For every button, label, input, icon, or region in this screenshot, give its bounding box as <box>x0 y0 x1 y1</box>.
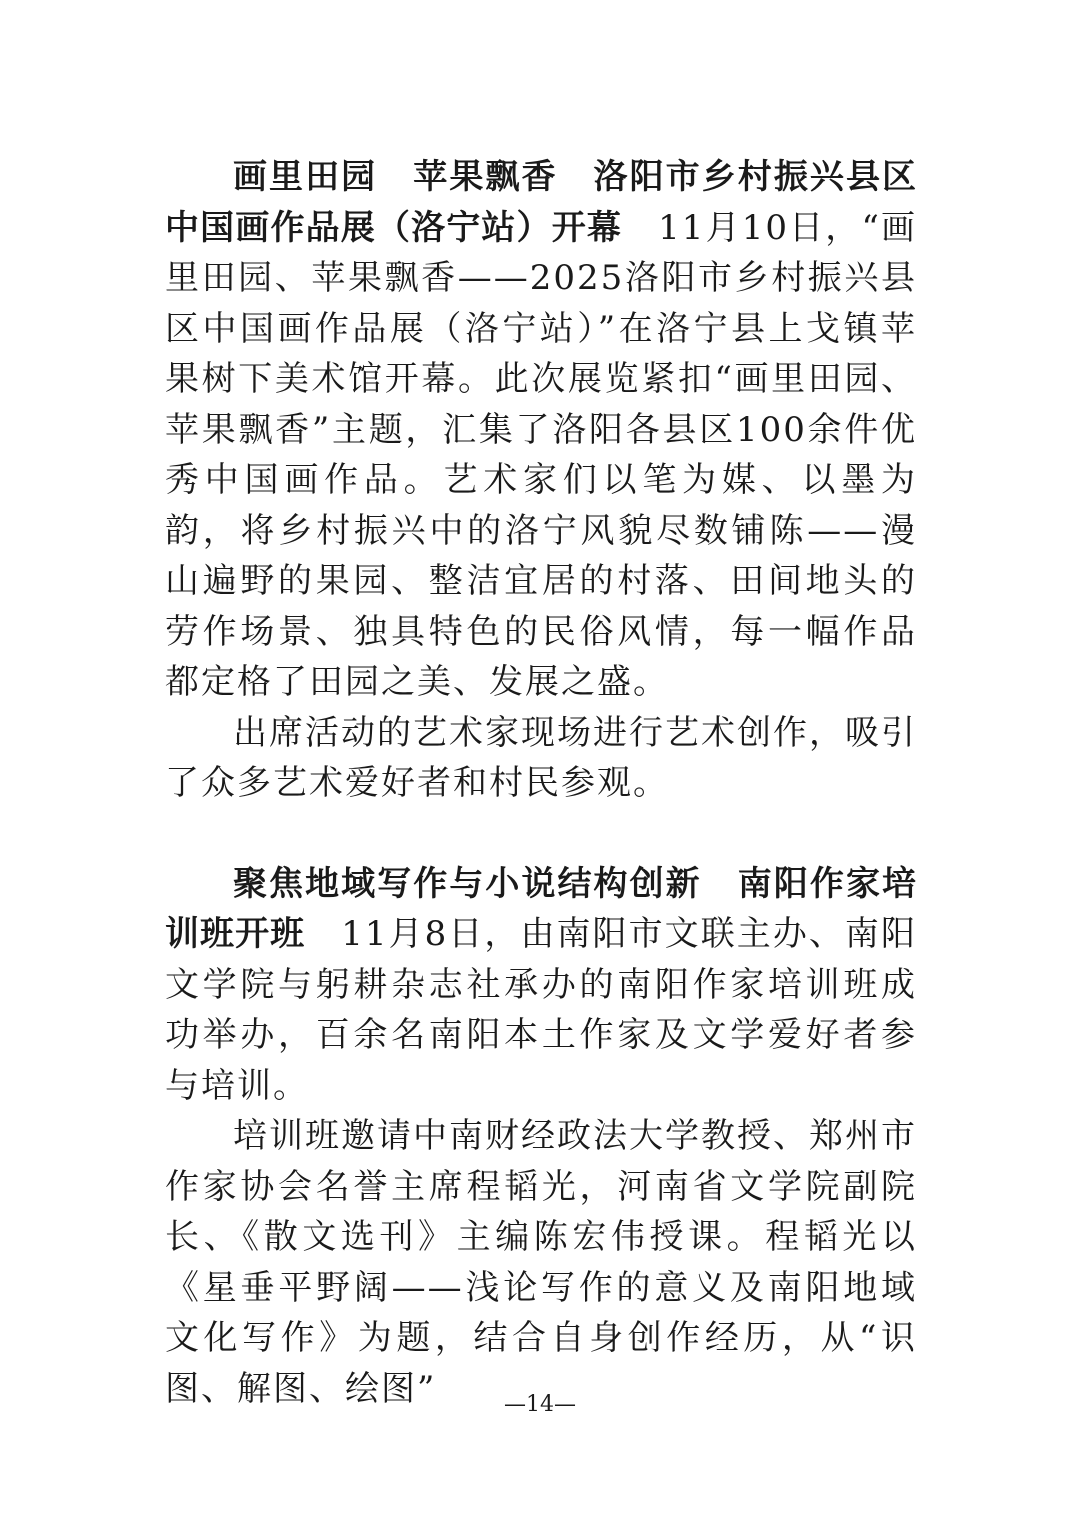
article-lead-paragraph <box>165 859 917 1112</box>
article-nanyang-training <box>165 859 917 1415</box>
article-luoning-exhibition <box>165 152 917 809</box>
article-paragraph: 培训班邀请中南财经政法大学教授、郑州市作家协会名誉主席程韬光，河南省文学院副院长、《散文选刊》主编陈宏伟授课。程韬光以《星垂平野阔——浅论写作的意义及南阳地域文化写作》为题，结合自身创作经历，从“识图、解图、绘图” <box>165 1116 917 1409</box>
article-paragraph: 出席活动的艺术家现场进行艺术创作，吸引了众多艺术爱好者和村民参观。 <box>165 712 917 803</box>
article-headline: 画里田园 苹果飘香 洛阳市乡村振兴县区中国画作品展（洛宁站）开幕 <box>165 157 917 248</box>
page-number: —14— <box>504 1392 576 1417</box>
article-headline: 聚焦地域写作与小说结构创新 南阳作家培训班开班 <box>165 863 917 954</box>
article-separator <box>165 809 917 859</box>
article-lead-text: 11月8日，由南阳市文联主办、南阳文学院与躬耕杂志社承办的南阳作家培训班成功举办，百余名南阳本土作家及文学爱好者参与培训。 <box>165 914 917 1106</box>
document-body <box>165 152 917 1414</box>
article-lead-paragraph <box>165 152 917 708</box>
article-lead-text: 11月10日，“画里田园、苹果飘香——2025洛阳市乡村振兴县区中国画作品展（洛宁站）”在洛宁县上戈镇苹果树下美术馆开幕。此次展览紧扣“画里田园、苹果飘香”主题，汇集了洛阳各县区100余件优秀中国画作品。艺术家们以笔为媒、以墨为韵，将乡村振兴中的洛宁风貌尽数铺陈——漫山遍野的果园、整洁宜居的村落、田间地头的劳作场景、独具特色的民俗风情，每一幅作品都定格了田园之美、发展之盛。 <box>165 207 917 702</box>
